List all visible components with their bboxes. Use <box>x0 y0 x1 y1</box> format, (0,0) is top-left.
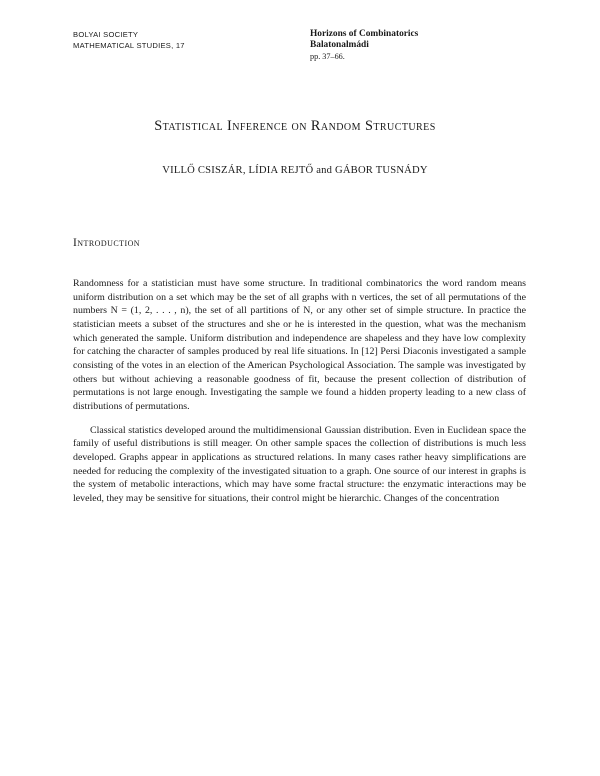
series-volume: MATHEMATICAL STUDIES, 17 <box>73 40 185 50</box>
book-title: Horizons of Combinatorics <box>310 29 419 39</box>
book-place: Balatonalmádi <box>310 40 369 50</box>
series-header <box>73 30 273 51</box>
series-name: BOLYAI SOCIETY <box>73 30 139 39</box>
paragraph-1: Randomness for a statistician must have some structure. In traditional combinatorics the word random means uniform distribution on a set which may be the set of all graphs with n vertices, the set of all permutations of the numbers N = (1, 2, . . . , n), the set of all partitions of N, or any other set of simple structure. In practice the statistician meets a subset of the structures and she or he is interested in the question, what was the mechanism which generated the sample. Uniform distribution and independence are shapeless and they have low complexity for catching the character of samples produced by real life situations. In [12] Persi Diaconis investigated a sample consisting of the votes in an election of the American Psychological Association. The sample was investigated by others but without achieving a reasonable goodness of fit, because the present collection of distribution of permutations is not large enough. Investigating the sample we found a hidden property leading to a new class of distributions of permutations. <box>73 278 526 412</box>
paragraph-2: Classical statistics developed around the multidimensional Gaussian distribution. Even in Euclidean space the family of useful distributions is still meager. On other sample spaces the collection of distributions is much less developed. Graphs appear in applications as structured relations. In many cases rather heavy simplifications are needed for reducing the complexity of the investigated situation to a graph. One source of our interest in graphs is the system of metabolic interactions, which may have some fractal structure: the enzymatic interactions may be leveled, they may be sensitive for situations, their control might be hierarchic. Changes of the concentration <box>73 424 526 504</box>
author-list: VILLŐ CSISZÁR, LÍDIA REJTŐ and GÁBOR TUSNÁDY <box>162 165 428 176</box>
body-text <box>73 277 526 506</box>
page-range: pp. 37–66. <box>310 52 345 61</box>
book-header <box>310 29 530 62</box>
paper-title: Statistical Inference on Random Structures <box>154 118 436 134</box>
section-heading: Introduction <box>73 236 141 249</box>
